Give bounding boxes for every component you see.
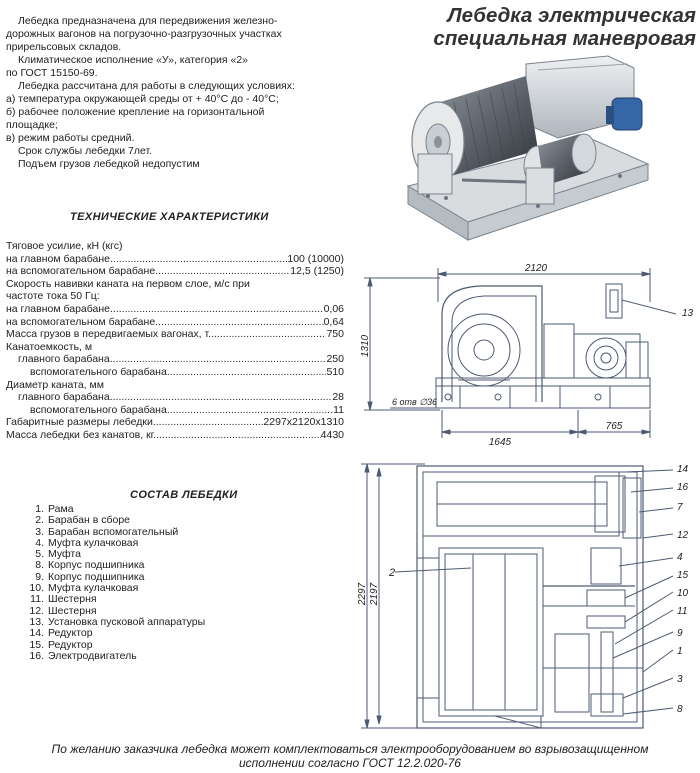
callout-12: 12 [677, 530, 689, 541]
callout-7: 7 [677, 502, 683, 513]
item-name: Барабан вспомогательный [48, 525, 179, 538]
spec-row [6, 404, 344, 417]
spec-value: 100 (10000) [287, 252, 344, 265]
item-number: 8. [35, 559, 44, 572]
spec-value: 250 [326, 353, 344, 366]
spec-row [6, 240, 344, 253]
dim-right: 765 [605, 421, 623, 432]
footer-note [10, 742, 690, 770]
spec-value: 0,06 [323, 302, 344, 315]
spec-value: 2297x2120x1310 [263, 416, 344, 429]
side-view-drawing [360, 262, 698, 452]
components-heading: СОСТАВ ЛЕБЕДКИ [130, 489, 238, 501]
footer-line-2: исполнении согласно ГОСТ 12.2.020-76 [239, 756, 461, 770]
list-item [20, 515, 280, 526]
intro-paragraph [6, 15, 346, 171]
spec-row [6, 379, 344, 392]
item-name: Муфта кулачковая [48, 536, 139, 549]
callout-1: 1 [677, 646, 683, 657]
intro-line: б) рабочее положение крепление на горизонтальной [6, 106, 265, 118]
dim-outer: 2297 [357, 582, 368, 606]
spec-row [6, 341, 344, 354]
dim-left: 1645 [488, 437, 512, 448]
spec-value: 12,5 (1250) [290, 265, 344, 278]
item-name: Установка пусковой аппаратуры [48, 615, 206, 628]
spec-row [6, 366, 344, 379]
spec-leader [110, 353, 327, 366]
item-number: 14. [29, 627, 44, 640]
spec-value: 510 [326, 365, 344, 378]
spec-label: Габаритные размеры лебедки [6, 416, 153, 429]
list-item [20, 651, 280, 662]
spec-label: Масса лебедки без канатов, кг. [6, 428, 157, 441]
spec-label: на вспомогательном барабане [6, 265, 156, 278]
specs-heading: ТЕХНИЧЕСКИЕ ХАРАКТЕРИСТИКИ [70, 211, 269, 223]
callout-3: 3 [677, 674, 683, 685]
spec-value: 0,64 [323, 315, 344, 328]
callout-13: 13 [682, 308, 694, 319]
spec-row [6, 265, 344, 278]
spec-leader [167, 404, 333, 417]
spec-leader [110, 303, 324, 316]
footer-line-1: По желанию заказчика лебедка может комплектоваться электрооборудованием во взрывозащищенном [51, 742, 649, 756]
spec-leader [155, 265, 290, 278]
callout-14: 14 [677, 464, 689, 475]
spec-leader [211, 328, 326, 341]
title-line-1: Лебедка электрическая [447, 4, 696, 27]
intro-line: Срок службы лебедки 7лет. [18, 145, 153, 157]
item-name: Корпус подшипника [48, 559, 145, 572]
item-name: Шестерня [48, 593, 97, 606]
spec-leader [110, 391, 333, 404]
spec-label: главного барабана [18, 391, 110, 404]
dim-inner: 2197 [369, 582, 380, 606]
intro-line: в) режим работы средний. [6, 132, 135, 144]
item-name: Шестерня [48, 604, 97, 617]
page-title [378, 4, 696, 50]
intro-line: площадке; [6, 119, 58, 131]
dim-height: 1310 [360, 334, 371, 358]
item-number: 12. [29, 604, 44, 617]
spec-leader [167, 366, 327, 379]
spec-value: 11 [333, 403, 344, 416]
spec-row [6, 328, 344, 341]
spec-value: 28 [332, 391, 344, 404]
item-name: Муфта кулачковая [48, 582, 139, 595]
item-number: 16. [29, 649, 44, 662]
spec-label: Тяговое усилие, кН (кгс) [6, 240, 123, 252]
callout-10: 10 [677, 588, 689, 599]
item-number: 10. [29, 582, 44, 595]
spec-label: на главном барабане [6, 252, 111, 265]
spec-label: Масса грузов в передвигаемых вагонах, т. [6, 328, 212, 341]
item-name: Муфта [48, 548, 81, 561]
spec-leader [156, 429, 321, 442]
item-number: 3. [35, 525, 44, 538]
spec-leader [155, 316, 323, 329]
spec-label: Скорость навивки каната на первом слое, м/с при [6, 277, 250, 290]
intro-line: дорожных вагонов на погрузочно-разгрузочных участках [6, 28, 282, 40]
spec-label: вспомогательного барабана [30, 365, 167, 378]
spec-row [6, 253, 344, 266]
spec-row [6, 391, 344, 404]
intro-line: Подъем грузов лебедкой недопустим [18, 158, 200, 170]
intro-line: Лебедка предназначена для передвижения железно- [18, 15, 278, 27]
spec-label: Канатоемкость, м [6, 340, 93, 353]
item-number: 1. [35, 503, 44, 515]
item-number: 4. [35, 536, 44, 549]
specs-list [6, 240, 344, 442]
item-number: 11. [30, 593, 44, 606]
spec-row [6, 316, 344, 329]
callout-8: 8 [677, 704, 683, 715]
item-number: 2. [35, 514, 44, 527]
item-name: Рама [48, 503, 74, 515]
callout-9: 9 [677, 628, 683, 639]
label-drum: 2 [389, 567, 396, 579]
item-name: Барабан в сборе [48, 514, 131, 527]
item-name: Электродвигатель [48, 649, 137, 662]
item-name: Редуктор [48, 638, 93, 651]
intro-line: Климатическое исполнение «У», категория «2» [18, 54, 249, 66]
spec-label: главного барабана [18, 353, 110, 366]
spec-label: на вспомогательном барабане [6, 315, 156, 328]
list-item [20, 628, 280, 639]
spec-row [6, 278, 344, 291]
callout-4: 4 [677, 552, 683, 563]
item-number: 9. [35, 570, 44, 583]
spec-leader [110, 253, 287, 266]
intro-line: по ГОСТ 15150-69. [6, 67, 98, 79]
intro-line: Лебедка рассчитана для работы в следующих условиях: [18, 80, 295, 92]
callout-15: 15 [677, 570, 689, 581]
spec-label: вспомогательного барабана [30, 403, 167, 416]
title-line-2: специальная маневровая [433, 27, 696, 50]
spec-row [6, 303, 344, 316]
item-name: Корпус подшипника [48, 570, 145, 583]
intro-line: прирельсовых складов. [6, 41, 122, 53]
item-number: 15. [29, 638, 44, 651]
list-item [20, 594, 280, 605]
dim-holes: 6 отв ∅36 [392, 397, 438, 407]
winch-photo [398, 54, 656, 244]
spec-label: на главном барабане [6, 302, 111, 315]
spec-value: 4430 [320, 428, 344, 441]
spec-label: частоте тока 50 Гц: [6, 290, 100, 303]
callout-16: 16 [677, 482, 689, 493]
dim-width: 2120 [524, 263, 548, 274]
components-list [20, 504, 280, 662]
spec-row [6, 290, 344, 303]
spec-leader [153, 416, 264, 429]
item-name: Редуктор [48, 627, 93, 640]
spec-label: Диаметр каната, мм [6, 378, 104, 391]
spec-row [6, 353, 344, 366]
callout-11: 11 [677, 606, 688, 617]
spec-row [6, 429, 344, 442]
item-number: 5. [35, 548, 44, 561]
spec-row [6, 416, 344, 429]
intro-line: а) температура окружающей среды от + 40°С до - 40°С; [6, 93, 279, 105]
top-view-drawing [355, 458, 700, 738]
item-number: 13. [29, 615, 44, 628]
spec-value: 750 [326, 328, 344, 341]
